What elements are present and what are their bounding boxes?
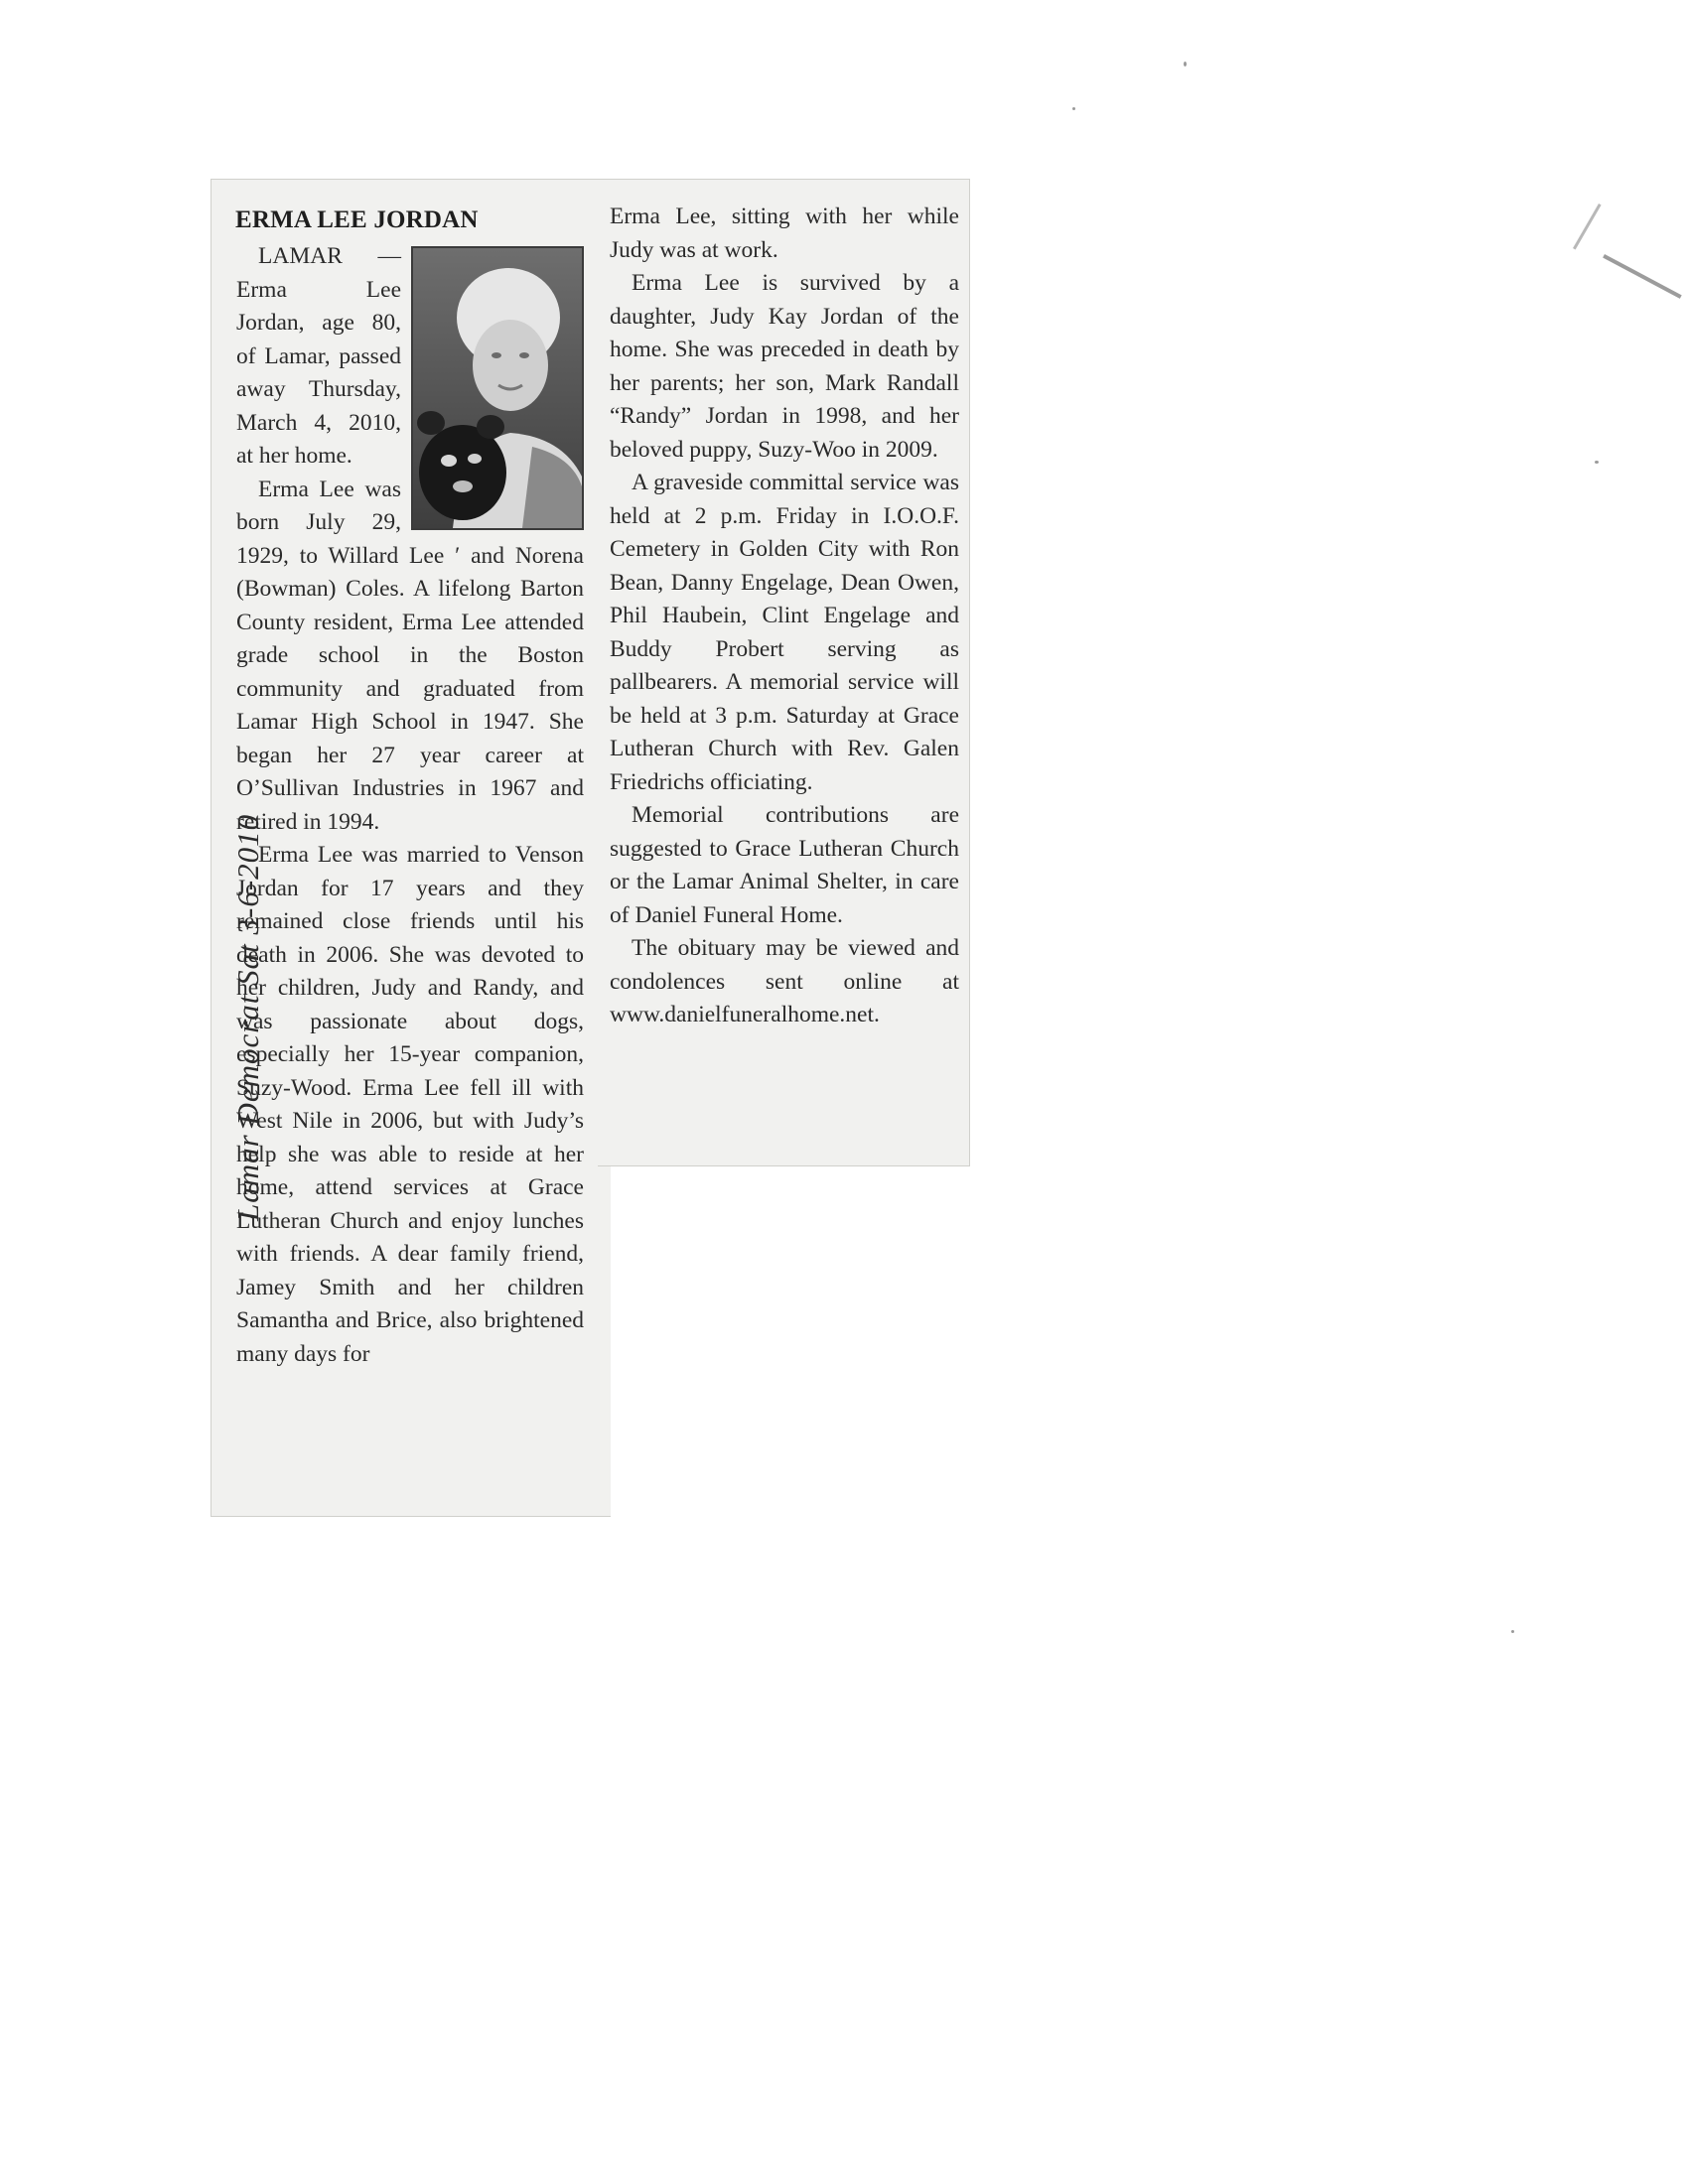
handwritten-source-note: Lamar Democrat Sat 3-6-2010 <box>230 813 265 1221</box>
scan-speck <box>1595 461 1599 464</box>
obituary-paragraph: Erma Lee is survived by a daughter, Judy Kay Jordan of the home. She was preceded in death by her parents; her son, Mark Randall “Randy” Jordan in 1998, and her beloved puppy, Suzy-Woo in 2009. <box>610 270 959 463</box>
scan-mark <box>1603 254 1682 299</box>
portrait-photo <box>411 246 584 530</box>
scan-mark <box>1573 204 1602 250</box>
scan-speck <box>1511 1630 1514 1633</box>
obituary-paragraph: LAMAR — Erma Lee Jordan, age 80, of Lamar, passed away Thursday, March 4, 2010, at her home. <box>236 243 401 469</box>
obituary-headline: ERMA LEE JORDAN <box>235 206 479 233</box>
obituary-paragraph: Memorial contributions are suggested to Grace Lutheran Church or the Lamar Animal Shelter, in care of Daniel Funeral Home. <box>610 802 959 928</box>
obituary-paragraph: Erma Lee, sitting with her while Judy was at work. <box>610 204 959 263</box>
obituary-paragraph: The obituary may be viewed and condolences sent online at www.danielfuneralhome.net. <box>610 935 959 1027</box>
obituary-paragraph: A graveside committal service was held at 2 p.m. Friday in I.O.O.F. Cemetery in Golden City with Ron Bean, Danny Engelage, Dean Owen, Phil Haubein, Clint Engelage and Buddy Probert serving as pallbearers. A memorial service will be held at 3 p.m. Saturday at Grace Lutheran Church with Rev. Galen Friedrichs officiating. <box>610 470 959 795</box>
obituary-paragraph: Erma Lee was married to Venson Jordan for 17 years and they remained close friends until his death in 2006. She was devoted to her children, Judy and Randy, and was passionate about dogs, especially her 15-year companion, Suzy-Wood. Erma Lee fell ill with West Nile in 2006, but with Judy’s help she was able to reside at her home, attend services at Grace Lutheran Church and enjoy lunches with friends. A dear family friend, Jamey Smith and her children Samantha and Brice, also brightened many days for <box>236 842 584 1367</box>
obituary-paragraph: Erma Lee was born July 29, 1929, to Willard Lee ʹ and Norena (Bowman) Coles. A lifelong Barton County resident, Erma Lee attended grade school in the Boston community and graduated from Lamar High School in 1947. She began her 27 year career at O’Sullivan Industries in 1967 and retired in 1994. <box>236 476 584 835</box>
scan-speck <box>1184 62 1187 67</box>
obituary-column-2 <box>610 201 959 1032</box>
scan-speck <box>1072 107 1075 110</box>
obituary-column-1 <box>236 240 584 1371</box>
